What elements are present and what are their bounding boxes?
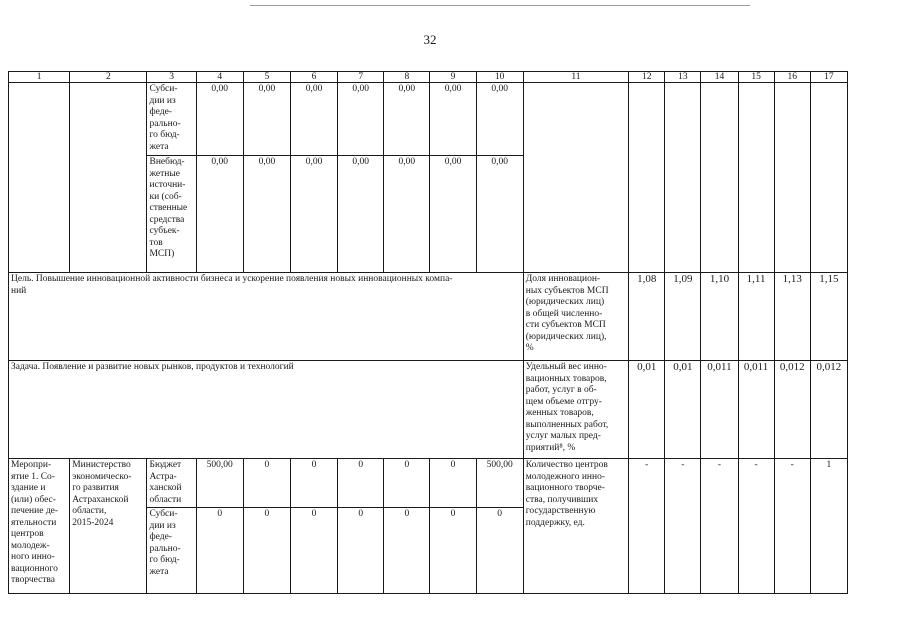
value-cell: 0,00 bbox=[243, 156, 290, 273]
target-value: 1,10 bbox=[701, 273, 738, 361]
value-cell: 0,00 bbox=[384, 156, 430, 273]
goal-indicator: Доля инновацион- ных субъектов МСП (юридических лиц) в общей численно- сти субъектов МСП (юридических лиц), % bbox=[523, 273, 628, 361]
goal-text: Цель. Повышение инновационной активности бизнеса и ускорение появления новых инновационных компа- ний bbox=[9, 273, 524, 361]
funding-source: Бюджет Астра- ханской области bbox=[147, 459, 196, 508]
col-header: 13 bbox=[665, 72, 701, 83]
measure-indicator: Количество центров молодежного инно- вационного творче- ства, получивших государственную поддержку, ед. bbox=[523, 459, 628, 594]
target-value: 1,09 bbox=[665, 273, 701, 361]
col-header: 17 bbox=[810, 72, 847, 83]
col-header: 1 bbox=[9, 72, 70, 83]
target-value: 1,13 bbox=[774, 273, 810, 361]
col-header: 11 bbox=[523, 72, 628, 83]
goal-row bbox=[9, 273, 848, 361]
target-value: - bbox=[665, 459, 701, 594]
measure-row bbox=[9, 459, 848, 508]
value-cell: 0 bbox=[290, 508, 337, 594]
empty-cell bbox=[629, 83, 665, 273]
program-table bbox=[8, 71, 848, 594]
target-value: - bbox=[774, 459, 810, 594]
funding-source: Внебюд- жетные источни- ки (соб- ственные средства субъек- тов МСП) bbox=[147, 156, 196, 273]
col-header: 2 bbox=[70, 72, 147, 83]
col-header: 9 bbox=[430, 72, 476, 83]
table-row bbox=[9, 83, 848, 156]
measure-name: Меропри- ятие 1. Со- здание и (или) обес- печение де- ятельности центров молодеж- ного инно- вационного творчества bbox=[9, 459, 70, 594]
header-row bbox=[9, 72, 848, 83]
col-header: 16 bbox=[774, 72, 810, 83]
value-cell: 0,00 bbox=[290, 156, 337, 273]
value-cell: 0 bbox=[384, 459, 430, 508]
value-cell: 0,00 bbox=[290, 83, 337, 156]
value-cell: 0 bbox=[430, 508, 476, 594]
target-value: 1,15 bbox=[810, 273, 847, 361]
col-header: 6 bbox=[290, 72, 337, 83]
measure-executor: Министерство экономическо- го развития Астраханской области, 2015-2024 bbox=[70, 459, 147, 594]
value-cell: 0,00 bbox=[338, 83, 384, 156]
target-value: 0,01 bbox=[629, 361, 665, 459]
value-cell: 0,00 bbox=[338, 156, 384, 273]
value-cell: 0 bbox=[196, 508, 243, 594]
empty-cell bbox=[523, 83, 628, 273]
empty-cell bbox=[701, 83, 738, 273]
value-cell: 0 bbox=[243, 459, 290, 508]
col-header: 10 bbox=[476, 72, 523, 83]
value-cell: 0 bbox=[384, 508, 430, 594]
empty-cell bbox=[774, 83, 810, 273]
empty-cell bbox=[9, 83, 70, 273]
task-text: Задача. Появление и развитие новых рынков, продуктов и технологий bbox=[9, 361, 524, 459]
funding-source: Субси- дии из феде- рально- го бюд- жета bbox=[147, 508, 196, 594]
empty-cell bbox=[810, 83, 847, 273]
empty-cell bbox=[738, 83, 774, 273]
target-value: - bbox=[701, 459, 738, 594]
col-header: 4 bbox=[196, 72, 243, 83]
value-cell: 0 bbox=[290, 459, 337, 508]
value-cell: 0,00 bbox=[384, 83, 430, 156]
col-header: 7 bbox=[338, 72, 384, 83]
value-cell: 0 bbox=[338, 459, 384, 508]
target-value: 1,08 bbox=[629, 273, 665, 361]
col-header: 12 bbox=[629, 72, 665, 83]
target-value: 0,01 bbox=[665, 361, 701, 459]
funding-source: Субси- дии из феде- рально- го бюд- жета bbox=[147, 83, 196, 156]
empty-cell bbox=[70, 83, 147, 273]
col-header: 5 bbox=[243, 72, 290, 83]
top-rule bbox=[250, 5, 750, 6]
target-value: 0,011 bbox=[701, 361, 738, 459]
value-cell: 0 bbox=[338, 508, 384, 594]
value-cell: 0,00 bbox=[476, 156, 523, 273]
value-cell: 0,00 bbox=[243, 83, 290, 156]
task-indicator: Удельный вес инно- вационных товаров, работ, услуг в об- щем объеме отгру- женных товаров, выполненных работ, услуг малых пред- приятий⁸, % bbox=[523, 361, 628, 459]
value-cell: 0,00 bbox=[196, 83, 243, 156]
value-cell: 0 bbox=[243, 508, 290, 594]
value-cell: 500,00 bbox=[476, 459, 523, 508]
task-row bbox=[9, 361, 848, 459]
value-cell: 0 bbox=[430, 459, 476, 508]
target-value: 0,012 bbox=[774, 361, 810, 459]
value-cell: 0,00 bbox=[196, 156, 243, 273]
col-header: 15 bbox=[738, 72, 774, 83]
value-cell: 0,00 bbox=[476, 83, 523, 156]
target-value: 1,11 bbox=[738, 273, 774, 361]
value-cell: 0,00 bbox=[430, 83, 476, 156]
target-value: 0,012 bbox=[810, 361, 847, 459]
col-header: 8 bbox=[384, 72, 430, 83]
value-cell: 0,00 bbox=[430, 156, 476, 273]
target-value: 0,011 bbox=[738, 361, 774, 459]
col-header: 14 bbox=[701, 72, 738, 83]
target-value: 1 bbox=[810, 459, 847, 594]
value-cell: 0 bbox=[476, 508, 523, 594]
value-cell: 500,00 bbox=[196, 459, 243, 508]
col-header: 3 bbox=[147, 72, 196, 83]
target-value: - bbox=[738, 459, 774, 594]
page-number: 32 bbox=[423, 32, 437, 47]
target-value: - bbox=[629, 459, 665, 594]
empty-cell bbox=[665, 83, 701, 273]
